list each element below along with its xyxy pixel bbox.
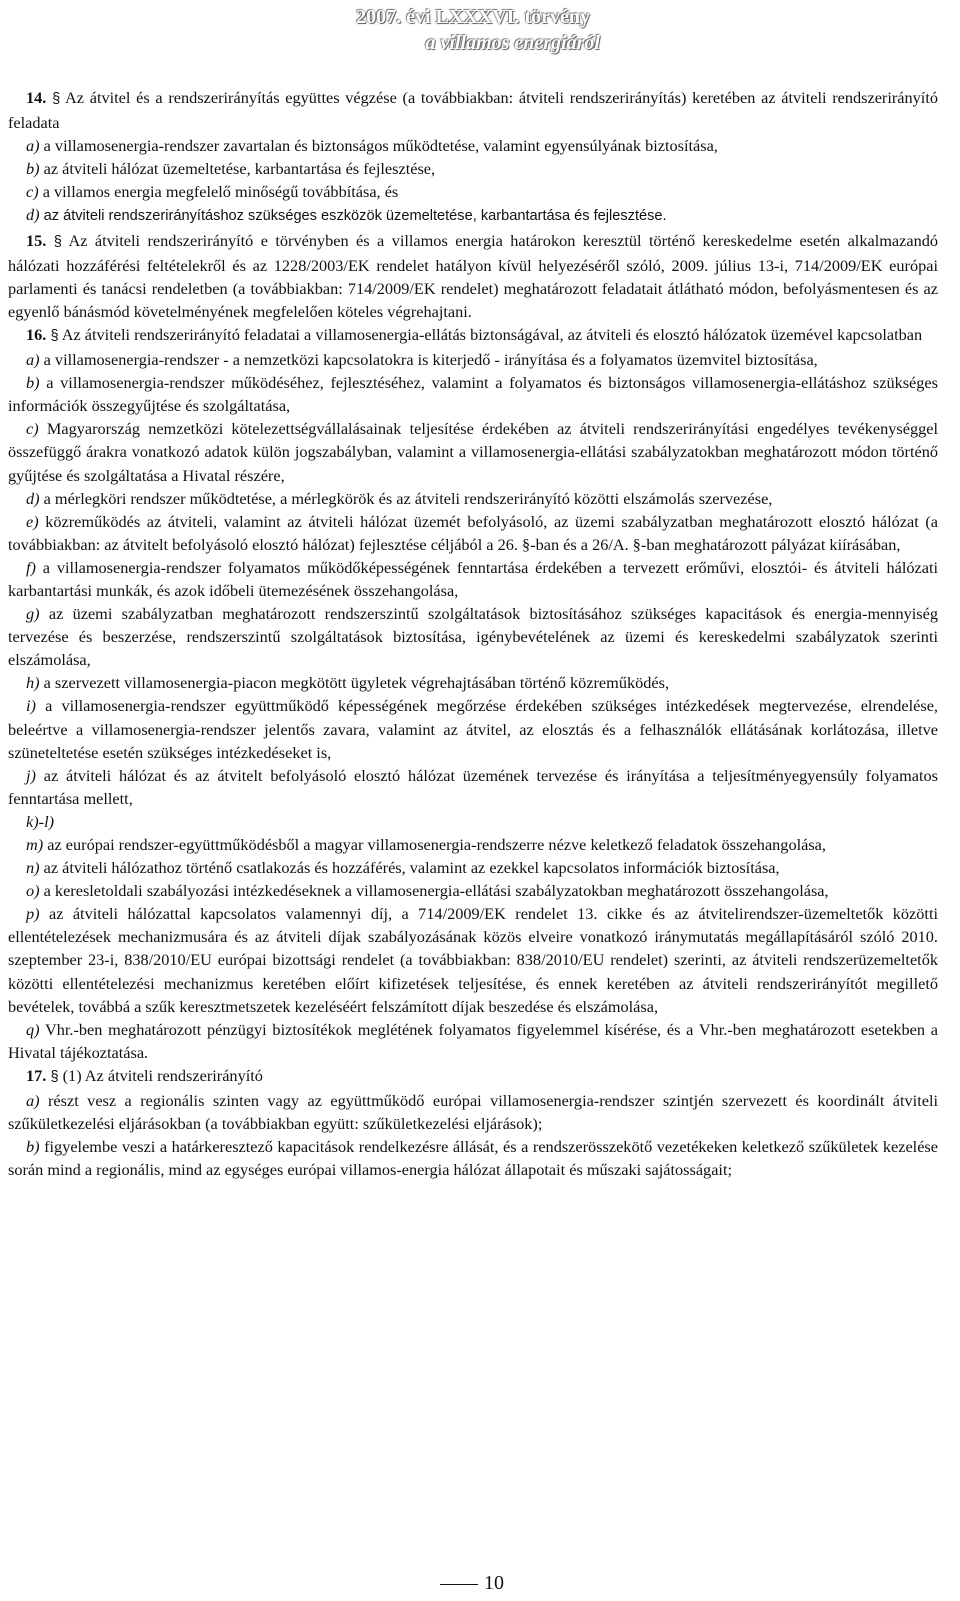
item-letter: b) [26,373,40,393]
item-text: a szervezett villamosenergia-piacon megkötött ügyletek végrehajtásában történő közreműködés, [39,673,670,693]
section-text: Az átviteli rendszerirányító feladatai a villamosenergia-ellátás biztonságával, az átviteli és elosztó hálózatok üzemével kapcsolatban [58,324,923,344]
list-item [8,879,938,902]
paragraph-sign: § [53,233,62,250]
list-item [8,1089,938,1135]
list-item [8,134,938,157]
list-item [8,556,938,602]
section-17-list [8,1089,938,1181]
item-text: a villamosenergia-rendszer zavartalan és biztonságos működtetése, valamint egyensúlyának biztosítása, [39,136,718,156]
item-letter: a) [26,350,40,370]
item-text: az átviteli hálózathoz történő csatlakozás és hozzáférés, valamint az ezekkel kapcsolatos információk biztosítása, [39,858,780,878]
item-letter: a) [26,136,40,156]
item-text: Vhr.-ben meghatározott pénzügyi biztosítékok meglétének folyamatos figyelemmel kísérése, és a Vhr.-ben meghatározott esetekben a Hivatal tájékoztatása. [8,1019,938,1062]
paragraph-sign: § [50,1068,59,1085]
list-item [8,671,938,694]
item-letter: g) [26,604,40,624]
page-number-value: 10 [484,1572,504,1594]
section-17-intro [8,1064,938,1089]
section-number: 16. [26,324,47,344]
item-letter: d) [26,205,40,225]
list-item [8,764,938,810]
list-item [8,348,938,371]
paragraph-sign: § [50,327,59,344]
item-letter: k)-l) [26,811,55,831]
list-item [8,180,938,203]
item-text: a villamosenergia-rendszer együttműködő képességének megőrzése érdekében szükséges intézkedések megtervezése, elrendelése, beleértve a villamosenergia-rendszer jelentős zavara, valamint az átvitel, az elosztás és a felhasználók ellátásának korlátozása, illetve szüneteltetése esetén szükséges intézkedéseket is, [8,696,938,762]
list-item [8,602,938,671]
list-item [8,487,938,510]
paragraph-sign: § [52,91,61,107]
list-item [8,856,938,879]
list-item [8,902,938,1017]
item-letter: d) [26,488,40,508]
section-number: 14. [26,88,47,107]
page-number-dash [440,1584,478,1585]
item-letter: m) [26,835,44,854]
list-item [8,1018,938,1064]
list-item [8,417,938,486]
item-letter: i) [26,696,36,716]
item-text: a mérlegköri rendszer működtetése, a mérlegkörök és az átviteli rendszerirányító közötti elszámolás szervezése, [39,488,773,508]
section-text: Az átvitel és a rendszerirányítás együttes végzése (a továbbiakban: átviteli rendszerirányítás) keretében az átviteli rendszerirányító feladata [8,88,938,133]
section-text: Az átviteli rendszerirányító e törvényben és a villamos energia határokon keresztül történő kereskedelme esetén alkalmazandó hálózati hozzáférési feltételekről és az 1228/2003/EK rendelet hatályon kívül helyezéséről szóló, 2009. július 13-i, 714/2009/EK európai parlamenti és tanácsi rendeletben (a továbbiakban: 714/2009/EK rendelet) meghatározott feladatait átlátható módon, befolyásmentesen és az egyenlő bánásmód követelményének megfelelően köteles végrehajtani. [8,230,938,321]
item-letter: q) [26,1019,40,1039]
item-text: az európai rendszer-együttműködésből a magyar villamosenergia-rendszerre nézve keletkező feladatok összehangolása, [43,835,826,854]
header-title: 2007. évi LXXXVI. törvény [356,6,590,28]
section-14-intro [8,86,938,134]
page-header [0,0,960,66]
item-text: az átviteli rendszerirányításhoz szükséges eszközök üzemeltetése, karbantartása és fejlesztése. [39,208,667,225]
list-item [8,694,938,763]
section-number: 17. [26,1065,47,1085]
item-letter: n) [26,858,40,878]
header-subtitle: a villamos energiáról [425,32,600,54]
item-text: a keresletoldali szabályozási intézkedéseknek a villamosenergia-ellátási szabályzatokban meghatározott összehangolása, [39,881,829,901]
list-item [8,510,938,556]
item-letter: h) [26,673,40,693]
document-body [8,86,938,1181]
item-text: közreműködés az átviteli, valamint az átviteli hálózat üzemét befolyásoló, az üzemi szabályzatban meghatározott elosztó hálózat (a továbbiakban: az átvitelt befolyásoló elosztó hálózat) fejlesztése céljából a 26. §-ban és a 26/A. §-ban meghatározott pályázat kiírásában, [8,511,938,554]
item-letter: f) [26,557,36,577]
item-letter: p) [26,904,40,924]
item-letter: b) [26,159,40,179]
item-text: az üzemi szabályzatban meghatározott rendszerszintű szolgáltatások biztosításához szükséges kapacitások és energia-mennyiség tervezése és beszerzése, rendszerszintű szolgáltatások biztosítása, igénybevételének az üzemi és kereskedelmi szabályzatok szerinti elszámolása, [8,604,938,670]
list-item [8,1135,938,1181]
section-text: (1) Az átviteli rendszerirányító [58,1065,263,1085]
section-15 [8,229,938,323]
item-text: az átviteli hálózattal kapcsolatos valamennyi díj, a 714/2009/EK rendelet 13. cikke és az átvitelirendszer-üzemeltetők közötti ellentételezések mechanizmusára és az átviteli díjak szabályozásának közös elveire vonatkozó iránymutatás megállapításáról szóló 2010. szeptember 23-i, 838/2010/EU európai bizottsági rendelet (a továbbiakban: 838/2010/EU rendelet) szerinti, az átviteli rendszerüzemeltetők közötti ellentételezési mechanizmus keretében előírt kifizetések teljesítése, és ennek keretében az átviteli rendszerirányítót megillető bevételek, továbbá a szűk keresztmetszetek kezeléséért felszámított díjak beszedése és elszámolása, [8,904,938,1016]
list-item [8,157,938,180]
list-item [8,810,938,833]
list-item [8,833,938,856]
item-text: Magyarország nemzetközi kötelezettségvállalásainak teljesítése érdekében az átviteli rendszerirányítási engedélyes tevékenységgel összefüggő árakra vonatkozó adatok külön jogszabályban, valamint a villamosenergia-ellátási szabályzatokban meghatározott módon történő gyűjtése és szolgáltatása a Hivatal részére, [8,419,938,485]
item-letter: j) [26,765,36,785]
item-letter: c) [26,182,39,202]
list-item [8,371,938,417]
item-text: figyelembe veszi a határkeresztező kapacitások rendelkezésre állását, és a rendszerösszekötő vezetékeken keletkező szűkületek kezelése során mind a regionális, mind az egységes európai villamos-energia hálózat állapotait és műszaki sajátosságait; [8,1137,938,1180]
item-letter: a) [26,1091,40,1111]
item-letter: b) [26,1137,40,1157]
item-letter: o) [26,881,40,901]
item-letter: c) [26,419,39,439]
list-item [8,203,938,228]
section-16-list [8,348,938,1064]
item-text: az átviteli hálózat üzemeltetése, karbantartása és fejlesztése, [39,159,436,179]
item-text: az átviteli hálózat és az átvitelt befolyásoló elosztó hálózat üzemének tervezése és irányítása a teljesítményegyensúly folyamatos fenntartása mellett, [8,765,938,808]
item-text: részt vesz a regionális szinten vagy az együttműködő európai villamosenergia-rendszer szintjén szervezett és koordinált átviteli szűkületkezelési eljárásokban (a továbbiakban együtt: szűkületkezelési eljárások); [8,1091,938,1134]
section-16-intro [8,323,938,348]
item-text: a villamosenergia-rendszer folyamatos működőképességének fenntartása érdekében a tervezett erőművi, elosztói- és átviteli hálózati karbantartási munkák, és azok időbeli ütemezésének összehangolása, [8,557,938,600]
item-text: a villamosenergia-rendszer - a nemzetközi kapcsolatokra is kiterjedő - irányítása és a folyamatos üzemvitel biztosítása, [39,350,818,370]
section-number: 15. [26,230,47,250]
item-text: a villamosenergia-rendszer működéséhez, fejlesztéséhez, valamint a folyamatos és biztonságos villamosenergia-ellátáshoz szükséges információk összegyűjtése és szolgáltatása, [8,373,938,416]
item-text: a villamos energia megfelelő minőségű továbbítása, és [38,182,399,202]
item-letter: e) [26,511,39,531]
page-number [440,1572,504,1595]
